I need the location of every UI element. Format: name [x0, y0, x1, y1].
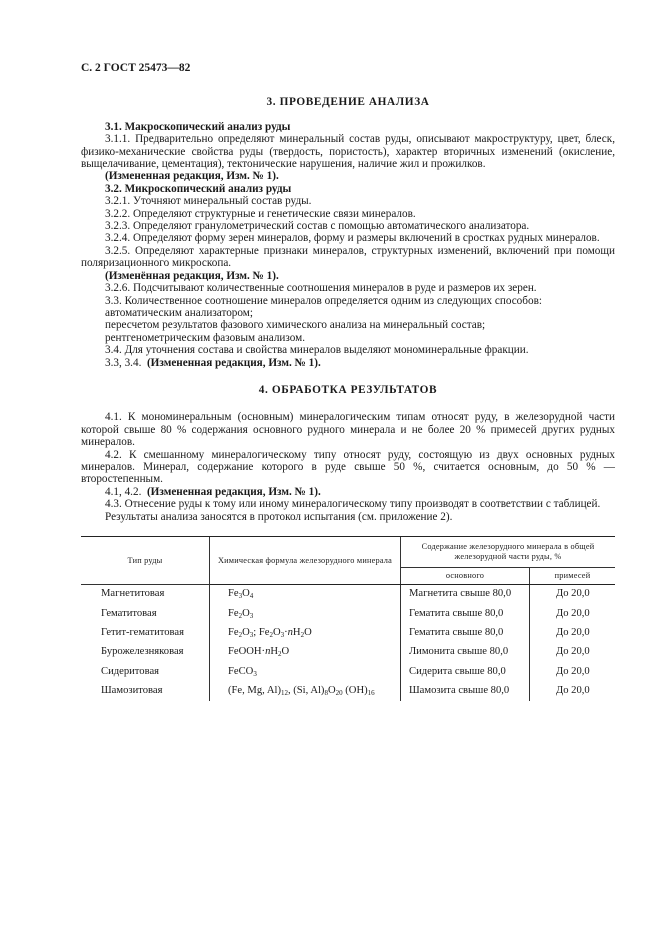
cell-formula: $FeOOH\cdot nH_2O$ — [210, 643, 401, 662]
clause-4-2: 4.2. К смешанному минералогическому типу относят руду, состоящую из двух основных рудных минералов. Минерал, содержание которого в руде свыше 50 %, считается основным, до 50 % — второстепенным. — [81, 448, 615, 486]
amendment-note: (Изменённая редакция, Изм. № 1). — [105, 269, 279, 282]
clause-3-3: 3.3. Количественное соотношение минералов определяется одним из следующих способов: — [105, 294, 542, 307]
amendment-prefix: 4.1, 4.2. — [105, 485, 142, 498]
cell-main-content: Лимонита свыше 80,0 — [401, 643, 530, 662]
clause-3-2-6: 3.2.6. Подсчитывают количественные соотношения минералов в руде и размеров их зерен. — [105, 282, 537, 295]
cell-formula: $Fe_2O_3$ — [210, 604, 401, 623]
cell-ore-type: Гематитовая — [101, 607, 157, 619]
cell-main-content: Гематита свыше 80,0 — [401, 604, 530, 623]
cell-formula: $Fe_2O_3$; $Fe_2O_3\cdot nH_2O$ — [210, 624, 401, 643]
table-row — [81, 585, 615, 605]
clause-3-2: 3.2. Микроскопический анализ руды — [105, 182, 292, 195]
table-row — [81, 604, 615, 623]
page-header: С. 2 ГОСТ 25473—82 — [81, 62, 191, 74]
table-row — [81, 643, 615, 662]
amendment-note: (Измененная редакция, Изм. № 1). — [105, 170, 279, 183]
cell-main-content: Гематита свыше 80,0 — [401, 624, 530, 643]
clause-3-2-3: 3.2.3. Определяют гранулометрический состав с помощью автоматического анализатора. — [105, 220, 530, 233]
cell-impurity-content: До 20,0 — [530, 662, 616, 681]
header-formula: Химическая формула железорудного минерала — [210, 537, 401, 585]
cell-formula: FeCO$_3$ — [210, 662, 401, 681]
cell-ore-type: Сидеритовая — [101, 665, 160, 677]
cell-impurity-content: До 20,0 — [530, 585, 616, 605]
cell-main-content: Сидерита свыше 80,0 — [401, 662, 530, 681]
amendment-prefix: 3.3, 3.4. — [105, 356, 142, 369]
cell-ore-type: Магнетитовая — [101, 588, 165, 600]
clause-3-3-method-c: рентгенометрическим фазовым анализом. — [105, 331, 306, 344]
cell-ore-type: Гетит-гематитовая — [101, 627, 184, 639]
clause-3-3-method-a: автоматическим анализатором; — [105, 306, 253, 319]
clause-3-2-4: 3.2.4. Определяют форму зерен минералов, форму и размеры включений в сростках рудных минералов. — [105, 232, 600, 245]
ore-type-table — [81, 536, 615, 701]
header-content: Содержание железорудного минерала в общей железорудной части руды, % — [401, 537, 616, 568]
table-row — [81, 662, 615, 681]
cell-ore-type: Бурожелезняковая — [101, 646, 184, 658]
section-3-body — [81, 121, 615, 369]
cell-impurity-content: До 20,0 — [530, 624, 616, 643]
cell-ore-type: Шамозитовая — [101, 684, 163, 696]
amendment-line-3 — [81, 357, 615, 369]
section-4-title: 4. ОБРАБОТКА РЕЗУЛЬТАТОВ — [258, 383, 438, 396]
cell-impurity-content: До 20,0 — [530, 681, 616, 700]
amendment-note: (Измененная редакция, Изм. № 1). — [146, 485, 321, 498]
header-impurity: примесей — [530, 568, 616, 585]
header-ore-type: Тип руды — [81, 537, 210, 585]
clause-4-3: 4.3. Отнесение руды к тому или иному минералогическому типу производят в соответствии с таблицей. — [105, 498, 601, 511]
amendment-line-4 — [81, 486, 615, 498]
results-note: Результаты анализа заносятся в протокол испытания (см. приложение 2). — [105, 510, 453, 523]
table-body — [81, 585, 615, 701]
cell-impurity-content: До 20,0 — [530, 604, 616, 623]
cell-main-content: Шамозита свыше 80,0 — [401, 681, 530, 700]
cell-main-content: Магнетита свыше 80,0 — [401, 585, 530, 605]
table-row — [81, 681, 615, 700]
clause-3-1: 3.1. Макроскопический анализ руды — [105, 120, 291, 133]
document-page — [81, 62, 615, 701]
table-row — [81, 624, 615, 643]
clause-3-1-1: 3.1.1. Предварительно определяют минеральный состав руды, описывают макроструктуру, цвет, блеск, физико-механические свойства руды (твердость, пористость), характер вторичных изменений (окисление, выщелачивание, цементация), тектонические нарушения, наличие жил и прожилков. — [81, 133, 615, 171]
clause-3-2-5: 3.2.5. Определяют характерные признаки минералов, структурных изменений, включений при помощи поляризационного микроскопа. — [81, 244, 615, 270]
cell-impurity-content: До 20,0 — [530, 643, 616, 662]
amendment-note: (Измененная редакция, Изм. № 1). — [146, 356, 321, 369]
clause-4-1: 4.1. К мономинеральным (основным) минералогическим типам относят руду, в железорудной части которой свыше 80 % содержания основного рудного минерала и не более 20 % примесей других рудных минералов. — [81, 411, 615, 449]
clause-3-2-2: 3.2.2. Определяют структурные и генетические связи минералов. — [105, 207, 416, 220]
cell-formula: $Fe_3O_4$ — [210, 585, 401, 605]
cell-formula: (Fe, Mg, $Al)_{12}$, (Si, $Al)_8O_{20}$ $(OH)_{16}$ — [210, 681, 401, 700]
section-3-title: 3. ПРОВЕДЕНИЕ АНАЛИЗА — [266, 96, 430, 109]
clause-3-2-1: 3.2.1. Уточняют минеральный состав руды. — [105, 195, 312, 208]
clause-3-4: 3.4. Для уточнения состава и свойства минералов выделяют мономинеральные фракции. — [105, 344, 529, 357]
header-main: основного — [401, 568, 530, 585]
clause-3-3-method-b: пересчетом результатов фазового химического анализа на минеральный состав; — [105, 319, 486, 332]
section-4-body — [81, 411, 615, 523]
